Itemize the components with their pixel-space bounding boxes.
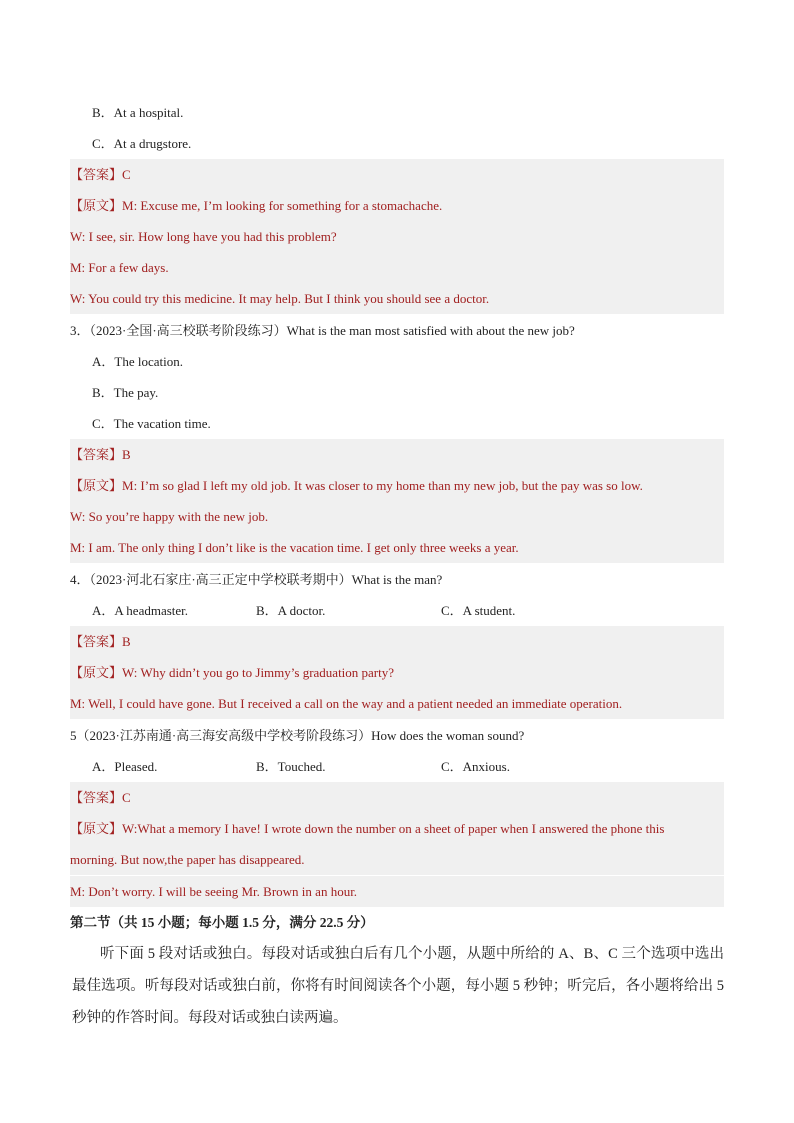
q4-option-a: A．A headmaster. [92, 603, 189, 618]
q5-answer: C [122, 790, 131, 805]
q3-option-b: B．The pay. [92, 385, 159, 400]
answer-tag: 【答案】 [70, 634, 123, 649]
q5-option-b: B．Touched. [256, 759, 326, 774]
q4-transcript-line [70, 657, 724, 688]
section-heading: 第二节（共 15 小题；每小题 1.5 分，满分 22.5 分） [70, 915, 374, 930]
q2-answer: C [122, 167, 131, 182]
answer-tag: 【答案】 [70, 447, 123, 462]
q2-transcript-line [70, 190, 724, 221]
q5-transcript-line [70, 813, 724, 844]
answer-tag: 【答案】 [70, 790, 123, 805]
q2-option-b: B．At a hospital. [92, 105, 184, 120]
q4-answer-row [70, 626, 724, 657]
q3-transcript-text: M: I’m so glad I left my old job. It was closer to my home than my new job, but the pay was so low. [122, 478, 643, 493]
q4-answer: B [122, 634, 131, 649]
q3-answer: B [122, 447, 131, 462]
answer-tag: 【答案】 [70, 167, 123, 182]
transcript-tag: 【原文】 [70, 478, 123, 493]
q2-transcript-line: W: I see, sir. How long have you had this problem? [70, 221, 724, 252]
q3-answer-row [70, 439, 724, 470]
q5-answer-row [70, 782, 724, 813]
q4-option-c: C．A student. [441, 603, 516, 618]
q5-transcript-line: M: Don’t worry. I will be seeing Mr. Brown in an hour. [70, 876, 724, 907]
q5-transcript-line: morning. But now,the paper has disappeared. [70, 844, 724, 875]
q5-transcript-text: W:What a memory I have! I wrote down the number on a sheet of paper when I answered the phone this [122, 821, 665, 836]
q2-answer-row [70, 159, 724, 190]
q3-transcript-line [70, 470, 724, 501]
q4-transcript-text: W: Why didn’t you go to Jimmy’s graduation party? [122, 665, 395, 680]
transcript-tag: 【原文】 [70, 665, 123, 680]
transcript-tag: 【原文】 [70, 198, 123, 213]
q2-transcript-line: W: You could try this medicine. It may help. But I think you should see a doctor. [70, 283, 724, 314]
q2-transcript-line: M: For a few days. [70, 252, 724, 283]
section-instructions: 听下面 5 段对话或独白。每段对话或独白后有几个小题，从题中所给的 A、B、C 三个选项中选出最佳选项。听每段对话或独白前，你将有时间阅读各个小题，每小题 5 秒钟；听完后，各小题将给出 5 秒钟的作答时间。每段对话或独白读两遍。 [72, 946, 724, 1026]
q5-option-a: A．Pleased. [92, 759, 158, 774]
q5-question: 5（2023·江苏南通·高三海安高级中学校考阶段练习）How does the woman sound? [70, 728, 525, 743]
transcript-tag: 【原文】 [70, 821, 123, 836]
q4-transcript-line: M: Well, I could have gone. But I received a call on the way and a patient needed an immediate operation. [70, 688, 724, 719]
q4-option-b: B．A doctor. [256, 603, 326, 618]
q3-transcript-line: W: So you’re happy with the new job. [70, 501, 724, 532]
q3-option-c: C．The vacation time. [92, 416, 211, 431]
q5-option-c: C．Anxious. [441, 759, 510, 774]
q2-option-c: C．At a drugstore. [92, 136, 192, 151]
q3-transcript-line: M: I am. The only thing I don’t like is the vacation time. I get only three weeks a year. [70, 532, 724, 563]
q2-transcript-text: M: Excuse me, I’m looking for something for a stomachache. [122, 198, 443, 213]
q3-question: 3．（2023·全国·高三校联考阶段练习）What is the man most satisfied with about the new job? [70, 323, 575, 338]
q3-option-a: A．The location. [92, 354, 183, 369]
q4-question: 4．（2023·河北石家庄·高三正定中学校联考期中）What is the man? [70, 572, 443, 587]
